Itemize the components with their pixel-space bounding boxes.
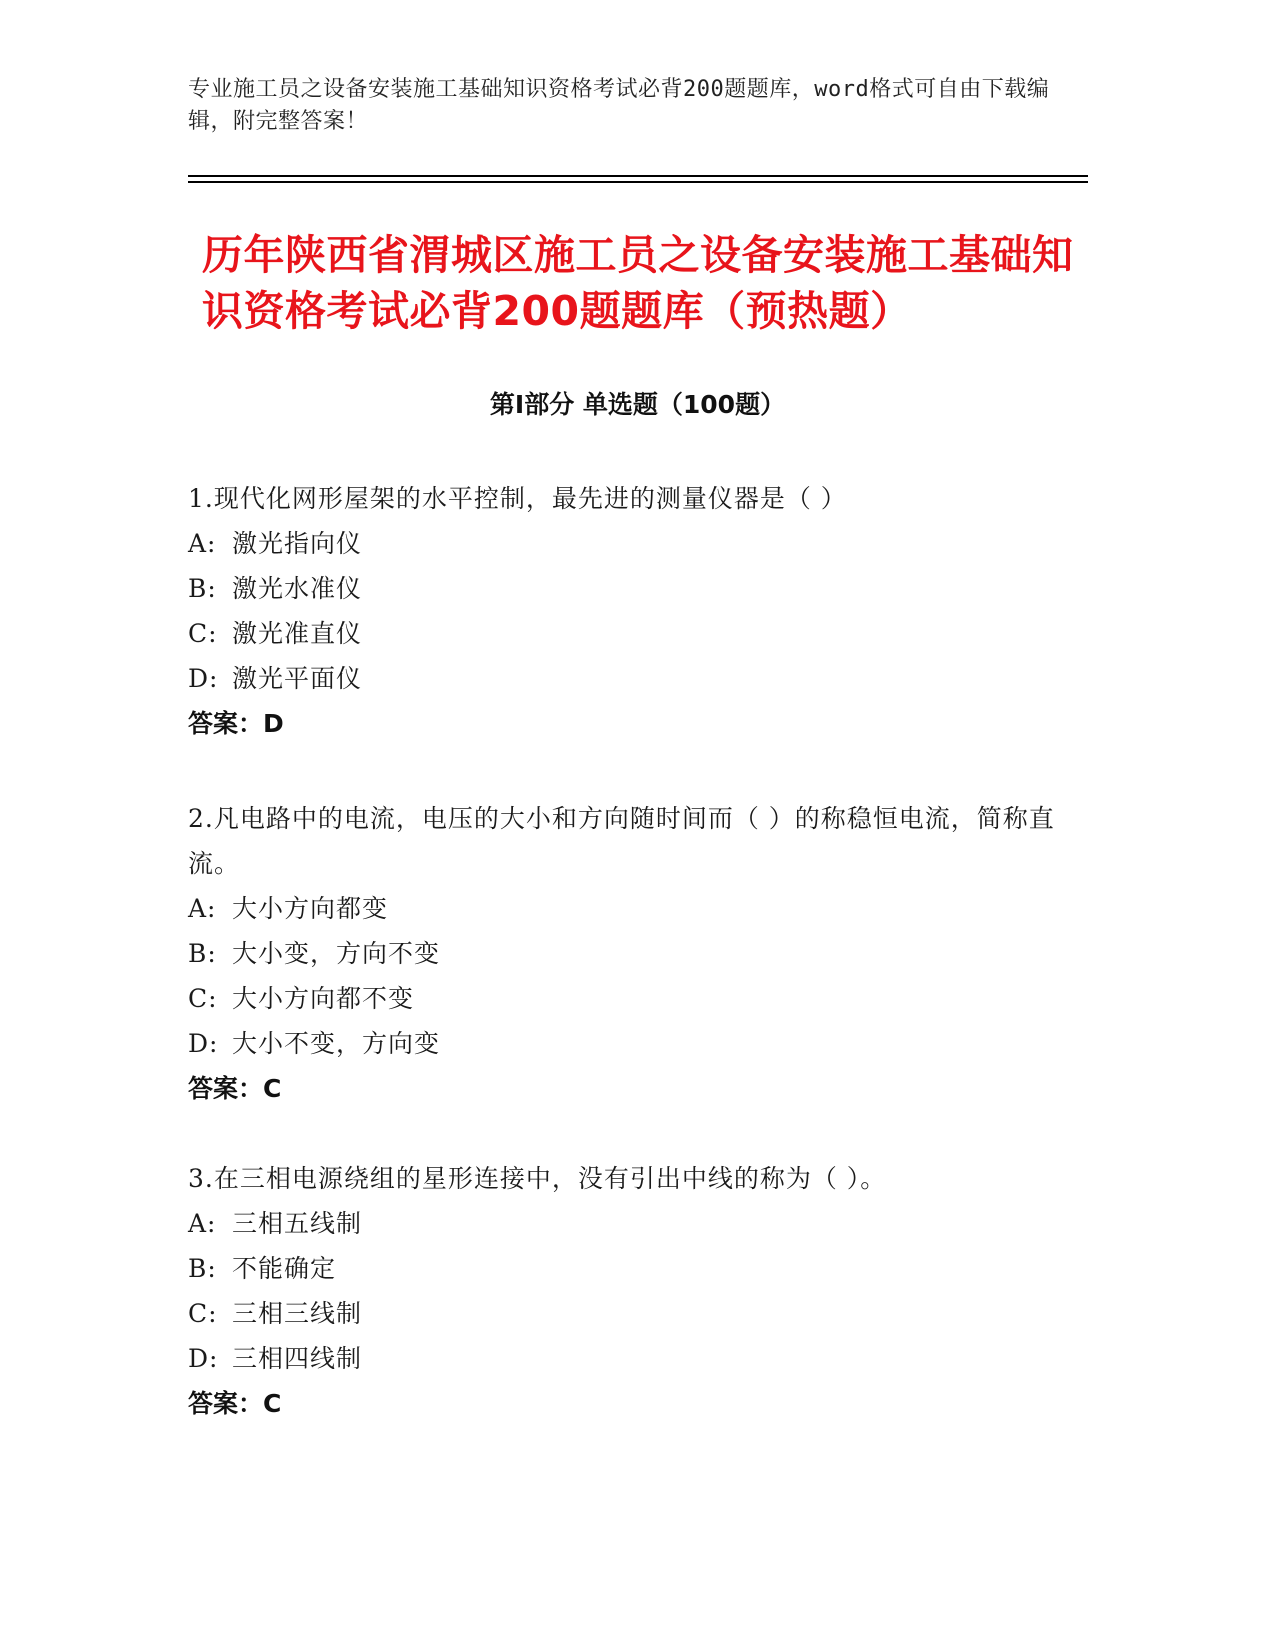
header-divider-bottom [188, 181, 1088, 183]
option-key: B: [188, 1254, 217, 1283]
question-stem: 2.凡电路中的电流，电压的大小和方向随时间而（ ）的称稳恒电流，简称直流。 [188, 804, 1055, 878]
question-2 [188, 796, 1088, 1111]
option-c [188, 611, 1088, 656]
option-key: D: [188, 1344, 219, 1373]
question-stem: 1.现代化网形屋架的水平控制，最先进的测量仪器是（ ） [188, 484, 847, 513]
question-3 [188, 1156, 1088, 1426]
option-text: 激光准直仪 [232, 619, 363, 648]
option-text: 三相五线制 [232, 1209, 363, 1238]
question-stem: 3.在三相电源绕组的星形连接中，没有引出中线的称为（ ）。 [188, 1164, 887, 1193]
header-divider-top [188, 175, 1088, 177]
header-note: 专业施工员之设备安装施工基础知识资格考试必背200题题库，word格式可自由下载编辑，附完整答案！ [188, 77, 1050, 134]
option-text: 三相四线制 [232, 1344, 363, 1373]
option-text: 激光平面仪 [232, 664, 363, 693]
option-key: D: [188, 664, 219, 693]
option-d [188, 1021, 1088, 1066]
option-key: D: [188, 1029, 219, 1058]
option-key: C: [188, 1299, 218, 1328]
option-a [188, 521, 1088, 566]
answer: 答案：C [188, 1074, 282, 1103]
option-c [188, 1291, 1088, 1336]
option-b [188, 566, 1088, 611]
option-key: B: [188, 939, 217, 968]
option-key: C: [188, 984, 218, 1013]
option-key: A: [188, 529, 217, 558]
option-c [188, 976, 1088, 1021]
option-text: 大小变，方向不变 [232, 939, 441, 968]
option-text: 大小不变，方向变 [232, 1029, 441, 1058]
section-heading: 第I部分 单选题（100题） [489, 390, 786, 419]
answer: 答案：C [188, 1389, 282, 1418]
option-text: 大小方向都变 [232, 894, 389, 923]
option-a [188, 886, 1088, 931]
option-key: B: [188, 574, 217, 603]
option-text: 激光指向仪 [232, 529, 363, 558]
answer: 答案：D [188, 709, 284, 738]
option-a [188, 1201, 1088, 1246]
option-d [188, 1336, 1088, 1381]
option-text: 大小方向都不变 [232, 984, 415, 1013]
option-key: A: [188, 1209, 217, 1238]
option-key: C: [188, 619, 218, 648]
option-b [188, 1246, 1088, 1291]
document-title: 历年陕西省渭城区施工员之设备安装施工基础知识资格考试必背200题题库（预热题） [202, 231, 1074, 335]
option-key: A: [188, 894, 217, 923]
option-text: 激光水准仪 [232, 574, 363, 603]
option-text: 三相三线制 [232, 1299, 363, 1328]
question-1 [188, 476, 1088, 746]
option-b [188, 931, 1088, 976]
option-d [188, 656, 1088, 701]
option-text: 不能确定 [232, 1254, 337, 1283]
